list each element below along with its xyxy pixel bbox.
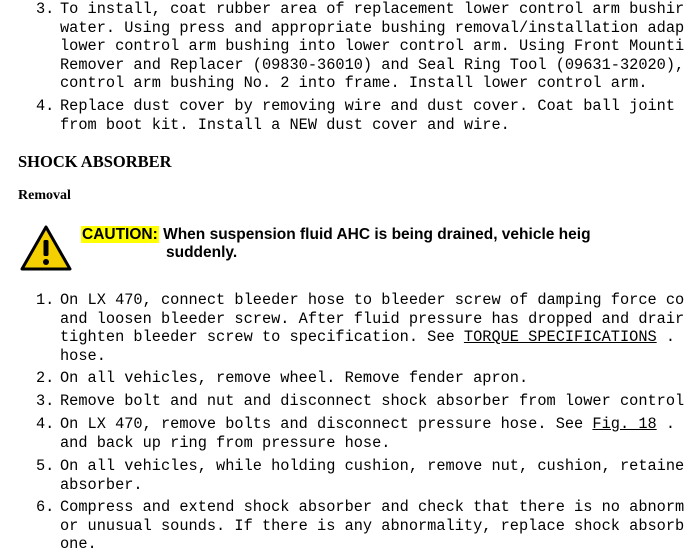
step-text-line: control arm bushing No. 2 into frame. Install lower control arm.	[60, 74, 648, 92]
warning-triangle-icon	[20, 225, 72, 271]
step-number: 1.	[36, 291, 55, 309]
step-text-line: and back up ring from pressure hose.	[60, 433, 391, 452]
step-text: On LX 470, remove bolts and disconnect pressure hose. See	[60, 415, 593, 433]
step-text-line: On all vehicles, remove wheel. Remove fender apron.	[60, 369, 529, 387]
step-number: 2.	[36, 369, 55, 387]
subsection-title: Removal	[18, 188, 71, 203]
caution-label: CAUTION:	[82, 226, 158, 243]
caution-message: When suspension fluid AHC is being drained, vehicle heig	[158, 226, 591, 243]
step-text-line: absorber.	[60, 475, 143, 494]
step-text-line	[60, 328, 675, 346]
step-number: 5.	[36, 457, 55, 475]
step-text-line: On LX 470, connect bleeder hose to bleeder screw of damping force co	[60, 291, 684, 309]
step-text-line: from boot kit. Install a NEW dust cover and wire.	[60, 115, 510, 134]
step-text-line: one.	[60, 535, 97, 553]
step-text-line: Replace dust cover by removing wire and dust cover. Coat ball joint	[60, 97, 676, 115]
step-text-line	[60, 415, 675, 433]
step-text-line: or unusual sounds. If there is any abnormality, replace shock absorb	[60, 516, 684, 535]
step-text-line: and loosen bleeder screw. After fluid pressure has dropped and drair	[60, 309, 684, 328]
step-text-line: water. Using press and appropriate bushing removal/installation adap	[60, 18, 684, 37]
step-text-line: Compress and extend shock absorber and check that there is no abnorm	[60, 498, 684, 516]
step-number: 4.	[36, 415, 55, 433]
caution-line-1	[81, 226, 591, 244]
step-text-line: hose.	[60, 346, 106, 365]
torque-specifications-link[interactable]: TORQUE SPECIFICATIONS	[463, 328, 657, 346]
step-text: tighten bleeder screw to specification. See	[60, 328, 464, 346]
step-number: 3.	[36, 392, 55, 410]
step-text-line: To install, coat rubber area of replacement lower control arm bushir	[60, 0, 684, 18]
step-text-line: lower control arm bushing into lower control arm. Using Front Mounti	[60, 37, 684, 55]
step-text-line: On all vehicles, while holding cushion, remove nut, cushion, retaine	[60, 457, 684, 475]
section-title: SHOCK ABSORBER	[18, 152, 172, 171]
step-text: .	[656, 328, 676, 346]
list-number: 3.	[36, 0, 55, 18]
step-number: 6.	[36, 498, 55, 516]
list-number: 4.	[36, 97, 55, 115]
step-text-line: Remover and Replacer (09830-36010) and Seal Ring Tool (09631-32020),	[60, 55, 684, 74]
step-text-line: Remove bolt and nut and disconnect shock absorber from lower control	[60, 392, 684, 410]
caution-line-2: suddenly.	[166, 244, 238, 261]
step-text: .	[656, 415, 676, 433]
fig-18-link[interactable]: Fig. 18	[592, 415, 657, 433]
